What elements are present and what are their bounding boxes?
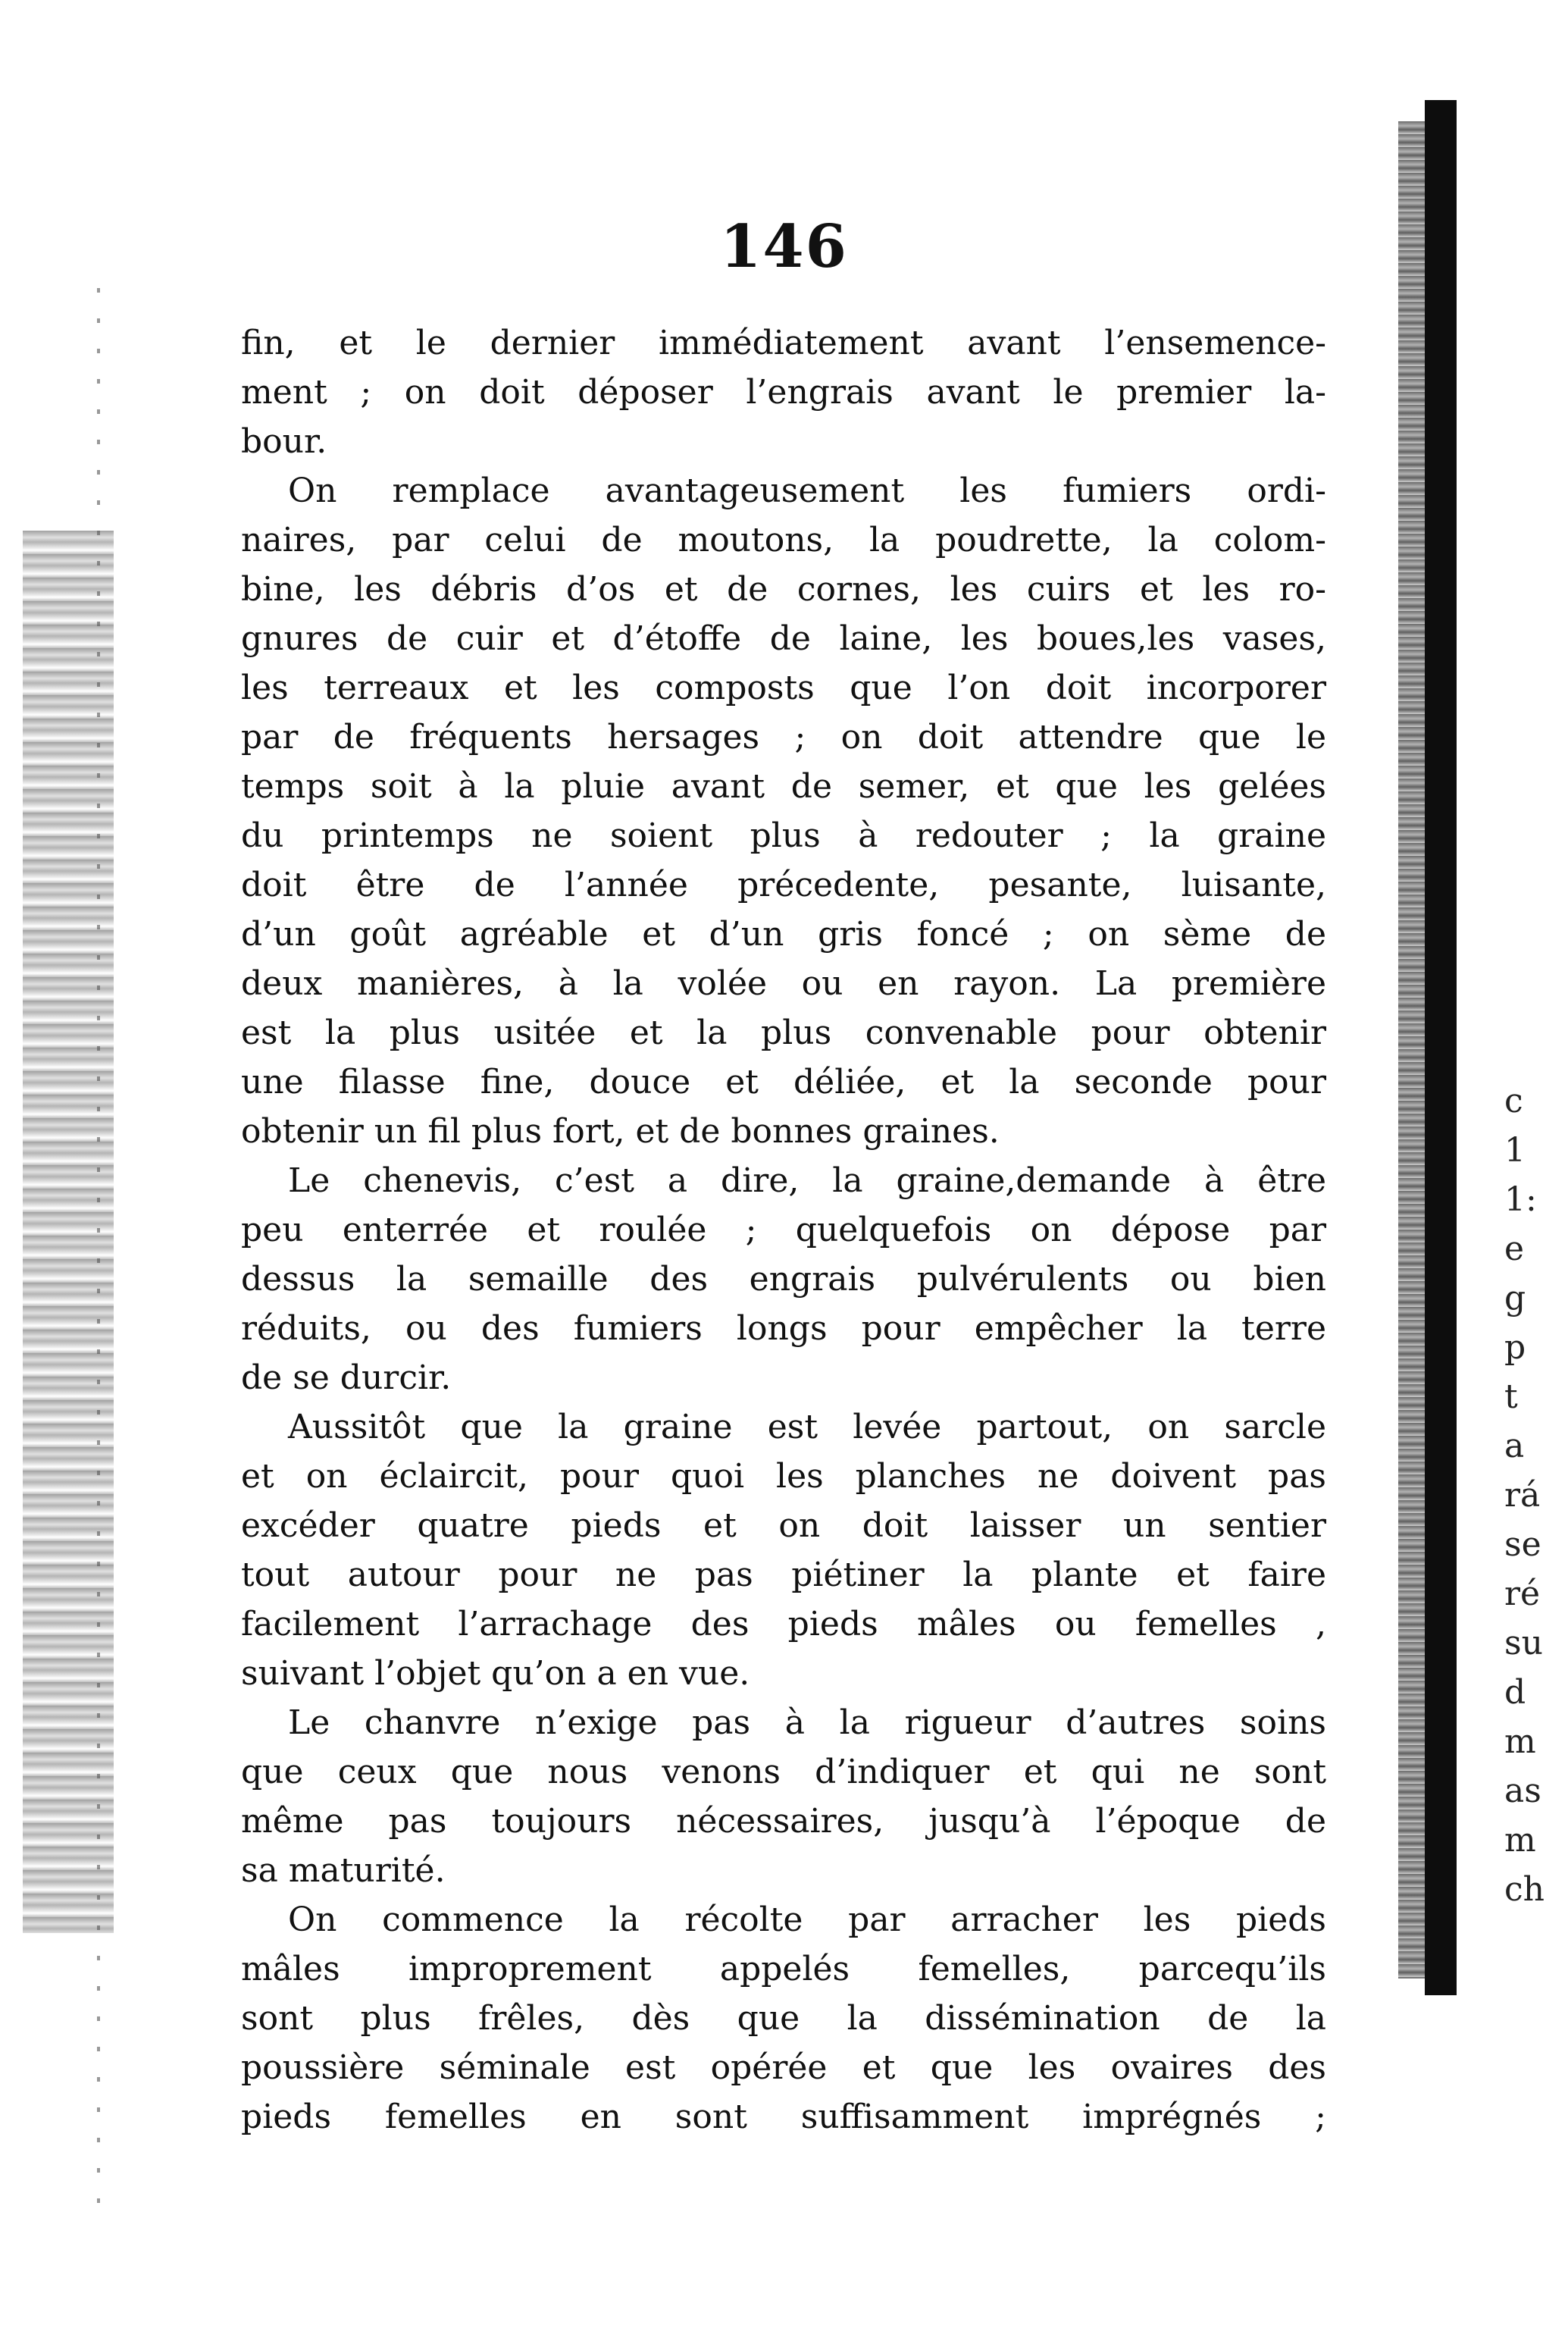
text-line: facilement l’arrachage des pieds mâles ou femelles ,: [241, 1605, 1326, 1643]
text-line: que ceux que nous venons d’indiquer et qui ne sont: [241, 1753, 1326, 1791]
text-line: obtenir un fil plus fort, et de bonnes graines.: [241, 1112, 1000, 1151]
page-edge-bar: [1425, 100, 1457, 1995]
body-text: [241, 318, 1326, 2142]
text-line: Aussitôt que la graine est levée partout, on sarcle: [288, 1408, 1326, 1446]
text-line: et on éclaircit, pour quoi les planches ne doivent pas: [241, 1457, 1326, 1496]
facing-fragment: rá: [1504, 1476, 1541, 1515]
text-line: excéder quatre pieds et on doit laisser un sentier: [241, 1506, 1326, 1545]
text-line: naires, par celui de moutons, la poudrette, la colom-: [241, 521, 1326, 559]
facing-fragment: t: [1504, 1377, 1518, 1416]
text-line: On remplace avantageusement les fumiers ordi-: [288, 472, 1326, 510]
facing-fragment: d: [1504, 1673, 1526, 1712]
text-line: de se durcir.: [241, 1358, 452, 1397]
facing-fragment: 1: [1504, 1131, 1526, 1170]
facing-fragment: a: [1504, 1427, 1525, 1465]
text-line: d’un goût agréable et d’un gris foncé ; on sème de: [241, 915, 1326, 954]
text-line: fin, et le dernier immédiatement avant l’ensemence-: [241, 324, 1326, 362]
text-line: pieds femelles en sont suffisamment imprégnés ;: [241, 2098, 1326, 2136]
page-edge-shadow: [1398, 121, 1427, 1979]
left-margin-dots: [97, 288, 100, 2229]
facing-fragment: as: [1504, 1772, 1541, 1810]
text-line: On commence la récolte par arracher les pieds: [288, 1900, 1326, 1939]
text-line: même pas toujours nécessaires, jusqu’à l’époque de: [241, 1802, 1326, 1841]
left-scan-noise: [23, 531, 114, 1933]
text-line: bour.: [241, 422, 327, 461]
text-line: poussière séminale est opérée et que les ovaires des: [241, 2048, 1326, 2087]
text-line: gnures de cuir et d’étoffe de laine, les boues,les vases,: [241, 619, 1326, 658]
facing-fragment: ré: [1504, 1574, 1541, 1613]
text-line: est la plus usitée et la plus convenable pour obtenir: [241, 1014, 1326, 1052]
text-line: deux manières, à la volée ou en rayon. La première: [241, 964, 1326, 1003]
facing-fragment: m: [1504, 1722, 1536, 1761]
text-line: temps soit à la pluie avant de semer, et que les gelées: [241, 767, 1326, 806]
text-line: peu enterrée et roulée ; quelquefois on dépose par: [241, 1211, 1326, 1249]
text-line: suivant l’objet qu’on a en vue.: [241, 1654, 750, 1693]
facing-fragment: m: [1504, 1821, 1536, 1860]
text-line: sa maturité.: [241, 1851, 446, 1890]
text-line: bine, les débris d’os et de cornes, les cuirs et les ro-: [241, 570, 1326, 609]
text-line: du printemps ne soient plus à redouter ; la graine: [241, 816, 1326, 855]
text-line: doit être de l’année précedente, pesante, luisante,: [241, 866, 1326, 904]
text-line: les terreaux et les composts que l’on doit incorporer: [241, 669, 1326, 707]
facing-page-fragments: [1504, 1076, 1568, 1914]
facing-fragment: se: [1504, 1525, 1541, 1564]
facing-fragment: p: [1504, 1328, 1526, 1367]
facing-fragment: g: [1504, 1279, 1526, 1318]
text-line: dessus la semaille des engrais pulvérulents ou bien: [241, 1260, 1326, 1299]
text-line: une filasse fine, douce et déliée, et la seconde pour: [241, 1063, 1326, 1101]
text-line: sont plus frêles, dès que la dissémination de la: [241, 1999, 1326, 2038]
page-number: 146: [720, 212, 848, 281]
text-line: par de fréquents hersages ; on doit attendre que le: [241, 718, 1326, 757]
facing-fragment: c: [1504, 1082, 1523, 1120]
text-line: tout autour pour ne pas piétiner la plante et faire: [241, 1556, 1326, 1594]
text-line: mâles improprement appelés femelles, parcequ’ils: [241, 1950, 1326, 1988]
facing-fragment: su: [1504, 1624, 1543, 1662]
facing-fragment: 1:: [1504, 1180, 1537, 1219]
text-line: Le chanvre n’exige pas à la rigueur d’autres soins: [288, 1703, 1326, 1742]
text-line: ment ; on doit déposer l’engrais avant le premier la-: [241, 373, 1326, 412]
text-line: Le chenevis, c’est a dire, la graine,demande à être: [288, 1161, 1326, 1200]
facing-fragment: ch: [1504, 1870, 1545, 1909]
text-line: réduits, ou des fumiers longs pour empêcher la terre: [241, 1309, 1326, 1348]
facing-fragment: e: [1504, 1230, 1525, 1268]
